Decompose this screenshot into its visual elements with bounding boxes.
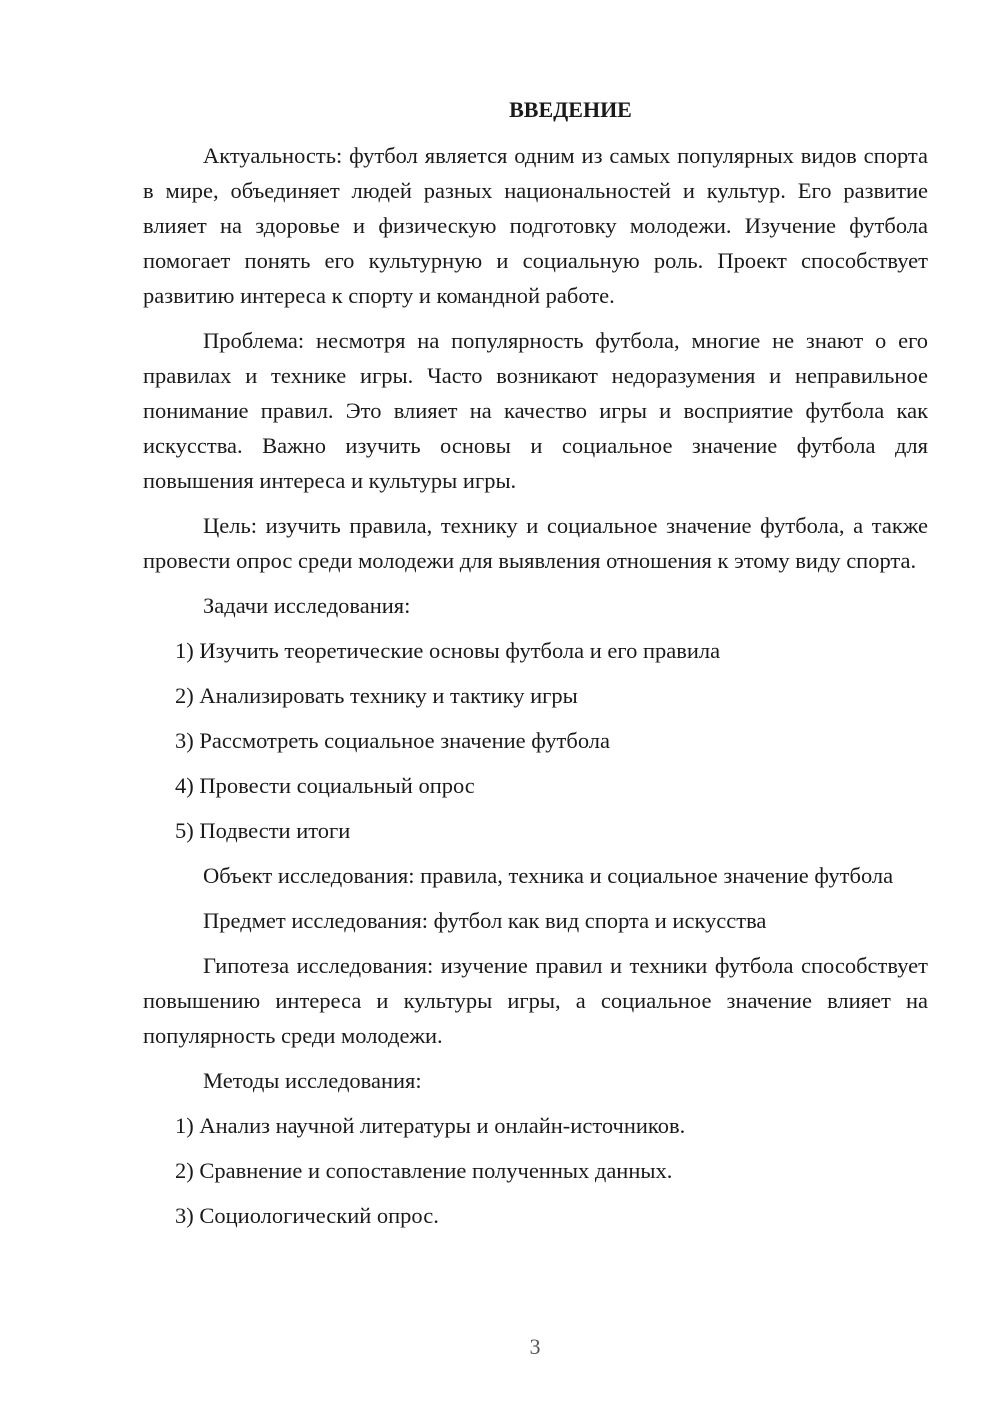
document-page: [143, 92, 928, 1243]
list-item: 3) Социологический опрос.: [175, 1203, 439, 1228]
paragraph-problem: Проблема: несмотря на популярность футбола, многие не знают о его правилах и технике игры. Часто возникают недоразумения и неправильное понимание правил. Это влияет на качество игры и восприятие футбола как искусства. Важно изучить основы и социальное значение футбола для повышения интереса и культуры игры.: [143, 328, 928, 493]
methods-title: Методы исследования:: [203, 1068, 422, 1093]
list-item: 1) Изучить теоретические основы футбола и его правила: [175, 638, 721, 663]
paragraph-goal: Цель: изучить правила, технику и социальное значение футбола, а также провести опрос среди молодежи для выявления отношения к этому виду спорта.: [143, 513, 928, 573]
list-item: 3) Рассмотреть социальное значение футбола: [175, 728, 610, 753]
list-item: 4) Провести социальный опрос: [175, 773, 475, 798]
methods-list: [143, 1108, 928, 1233]
tasks-list: [143, 633, 928, 848]
section-title: ВВЕДЕНИЕ: [509, 97, 632, 122]
list-item: 2) Сравнение и сопоставление полученных данных.: [175, 1158, 673, 1183]
paragraph-hypothesis: Гипотеза исследования: изучение правил и техники футбола способствует повышению интереса и культуры игры, а социальное значение влияет на популярность среди молодежи.: [143, 953, 928, 1048]
tasks-title: Задачи исследования:: [203, 593, 411, 618]
list-item: 1) Анализ научной литературы и онлайн-источников.: [175, 1113, 686, 1138]
paragraph-subject: Предмет исследования: футбол как вид спорта и искусства: [203, 908, 767, 933]
paragraph-relevance: Актуальность: футбол является одним из самых популярных видов спорта в мире, объединяет людей разных национальностей и культур. Его развитие влияет на здоровье и физическую подготовку молодежи. Изучение футбола помогает понять его культурную и социальную роль. Проект способствует развитию интереса к спорту и командной работе.: [143, 143, 928, 308]
list-item: 5) Подвести итоги: [175, 818, 351, 843]
paragraph-object: Объект исследования: правила, техника и социальное значение футбола: [203, 863, 894, 888]
list-item: 2) Анализировать технику и тактику игры: [175, 683, 578, 708]
page-number: 3: [529, 1334, 541, 1359]
